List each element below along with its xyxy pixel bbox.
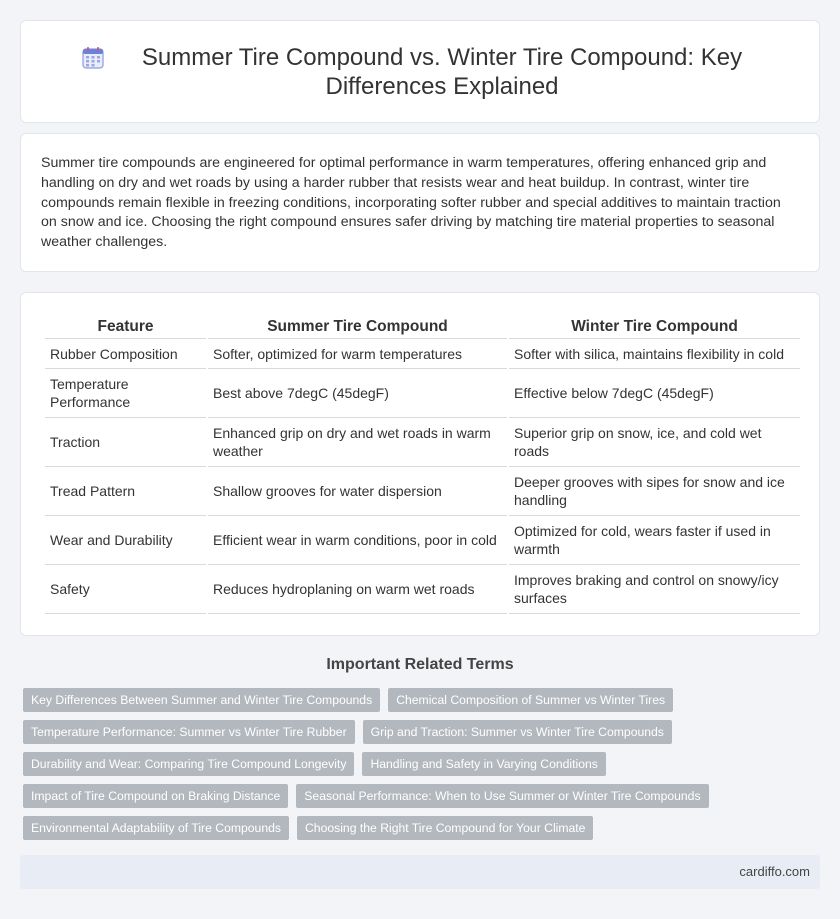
- table-row: [45, 418, 800, 467]
- table-cell: Softer with silica, maintains flexibility in cold: [509, 339, 800, 369]
- table-cell: Efficient wear in warm conditions, poor in cold: [208, 516, 507, 565]
- tag-row: [23, 784, 803, 808]
- title-wrap: [21, 43, 819, 101]
- related-term-link[interactable]: Choosing the Right Tire Compound for Your Climate: [297, 816, 593, 840]
- table-row: [45, 565, 800, 614]
- intro-card: [20, 133, 820, 272]
- table-cell: Safety: [45, 565, 206, 614]
- tag-row: [23, 720, 803, 744]
- table-cell: Improves braking and control on snowy/icy surfaces: [509, 565, 800, 614]
- calendar-icon: [81, 46, 105, 70]
- tag-row: [23, 816, 803, 840]
- related-term-link[interactable]: Handling and Safety in Varying Conditions: [362, 752, 605, 776]
- related-term-link[interactable]: Key Differences Between Summer and Winter Tire Compounds: [23, 688, 380, 712]
- table-cell: Temperature Performance: [45, 369, 206, 418]
- table-cell: Tread Pattern: [45, 467, 206, 516]
- related-term-link[interactable]: Grip and Traction: Summer vs Winter Tire Compounds: [363, 720, 672, 744]
- table-row: [45, 516, 800, 565]
- page-title: Summer Tire Compound vs. Winter Tire Compound: Key Differences Explained: [141, 43, 743, 100]
- table-cell: Optimized for cold, wears faster if used in warmth: [509, 516, 800, 565]
- column-header-summer: Summer Tire Compound: [208, 313, 507, 339]
- table-cell: Wear and Durability: [45, 516, 206, 565]
- intro-text: Summer tire compounds are engineered for optimal performance in warm temperatures, offering enhanced grip and handling on dry and wet roads by using a harder rubber that resists wear and heat buildup. In contrast, winter tire compounds remain flexible in freezing conditions, incorporating softer rubber and special additives to maintain traction on snow and ice. Choosing the right compound ensures safer driving by matching tire material properties to seasonal weather challenges.: [41, 155, 781, 251]
- table-cell: Effective below 7degC (45degF): [509, 369, 800, 418]
- tag-row: [23, 688, 803, 712]
- footer: [20, 855, 820, 889]
- comparison-table: [43, 313, 802, 614]
- table-row: [45, 339, 800, 369]
- related-term-link[interactable]: Chemical Composition of Summer vs Winter Tires: [388, 688, 673, 712]
- table-header-row: [45, 313, 800, 339]
- table-cell: Rubber Composition: [45, 339, 206, 369]
- table-row: [45, 467, 800, 516]
- related-terms-title: Important Related Terms: [326, 656, 514, 673]
- related-terms-list: [23, 688, 803, 848]
- column-header-winter: Winter Tire Compound: [509, 313, 800, 339]
- table-cell: Shallow grooves for water dispersion: [208, 467, 507, 516]
- table-cell: Superior grip on snow, ice, and cold wet roads: [509, 418, 800, 467]
- comparison-table-card: [20, 292, 820, 636]
- table-cell: Softer, optimized for warm temperatures: [208, 339, 507, 369]
- table-cell: Best above 7degC (45degF): [208, 369, 507, 418]
- table-cell: Deeper grooves with sipes for snow and ice handling: [509, 467, 800, 516]
- table-cell: Enhanced grip on dry and wet roads in warm weather: [208, 418, 507, 467]
- table-cell: Reduces hydroplaning on warm wet roads: [208, 565, 507, 614]
- related-term-link[interactable]: Seasonal Performance: When to Use Summer or Winter Tire Compounds: [296, 784, 708, 808]
- related-term-link[interactable]: Environmental Adaptability of Tire Compounds: [23, 816, 289, 840]
- table-row: [45, 369, 800, 418]
- column-header-feature: Feature: [45, 313, 206, 339]
- related-term-link[interactable]: Temperature Performance: Summer vs Winter Tire Rubber: [23, 720, 355, 744]
- table-cell: Traction: [45, 418, 206, 467]
- tag-row: [23, 752, 803, 776]
- title-card: [20, 20, 820, 123]
- footer-site-link[interactable]: cardiffo.com: [739, 864, 810, 879]
- related-term-link[interactable]: Durability and Wear: Comparing Tire Compound Longevity: [23, 752, 354, 776]
- related-term-link[interactable]: Impact of Tire Compound on Braking Distance: [23, 784, 288, 808]
